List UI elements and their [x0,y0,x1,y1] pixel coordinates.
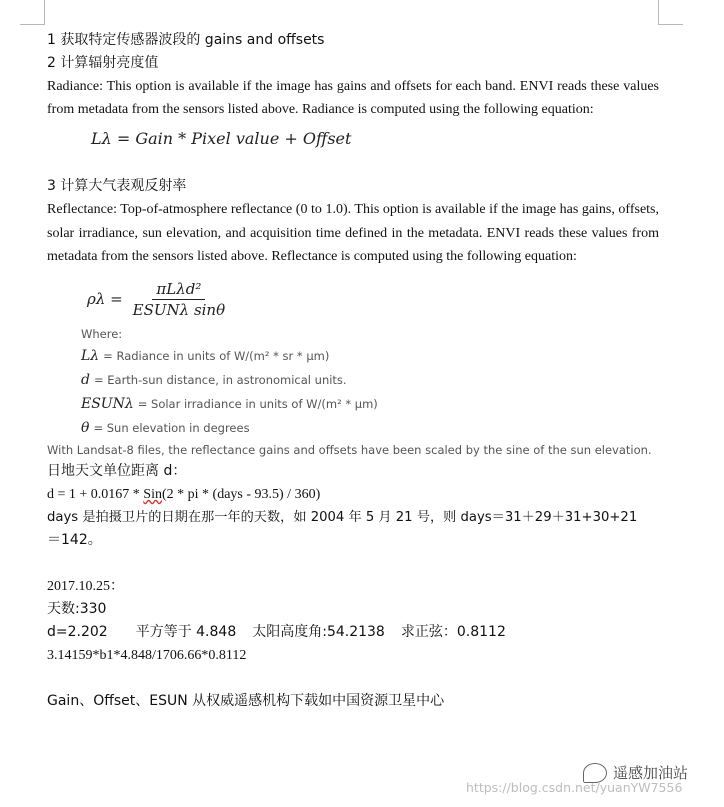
document-body [47,29,659,713]
example-date: 2017.10.25： [47,579,124,595]
where-row-distance [47,368,659,392]
distance-formula-part: d = 1 + 0.0167 * [47,487,144,503]
days-description: days 是拍摄卫片的日期在那一年的天数，如 2004 年 5 月 21 号，则 days＝31＋29＋31+30+21 [47,510,638,526]
days-result: ＝142。 [47,532,102,549]
radiance-paragraph: Radiance: This option is available if the image has gains and offsets for each band. ENVI reads these values from metadata from the sensors listed above. Radiance is computed using the following equation: [47,79,659,118]
watermark-name: 遥感加油站 [613,764,689,782]
distance-title: 日地天文单位距离 d： [47,463,187,480]
calculation: 3.14159*b1*4.848/1706.66*0.8112 [47,648,247,664]
distance-formula-sin: Sin [143,487,162,503]
watermark-url: https://blog.csdn.net/yuanYW7556 [466,780,683,795]
where-row-esun [47,392,659,416]
where-symbol: ESUNλ [81,396,134,413]
reflectance-numerator: πLλd² [152,280,205,300]
example-days: 天数:330 [47,601,107,618]
example-values [47,621,659,644]
reflectance-equation-lhs: ρλ = [87,290,123,309]
source-note: Gain、Offset、ESUN 从权威遥感机构下载如中国资源卫星中心 [47,693,445,710]
where-label: Where: [81,327,123,342]
where-text: = Radiance in units of W/(m² * sr * μm) [103,349,330,364]
where-text: = Earth-sun distance, in astronomical units. [93,373,347,388]
where-symbol: θ [81,420,90,437]
where-row-elevation [47,416,659,440]
heading-radiance: 2 计算辐射亮度值 [47,55,159,71]
where-text: = Solar irradiance in units of W/(m² * μm) [137,397,378,412]
sun-elevation: 太阳高度角:54.2138 [252,624,385,641]
distance-formula [47,483,659,506]
sine-value: 求正弦：0.8112 [400,624,506,641]
d-value: d=2.202 [47,624,108,641]
where-text: = Sun elevation in degrees [93,421,250,436]
distance-formula-part: (2 * pi * (days - 93.5) / 360) [161,487,321,503]
where-symbol: Lλ [81,348,100,365]
d-square: 平方等于 4.848 [135,624,237,641]
radiance-equation: Lλ = Gain * Pixel value + Offset [91,129,352,149]
reflectance-paragraph: Reflectance: Top-of-atmosphere reflectance (0 to 1.0). This option is available if the image has gains, offsets, solar irradiance, sun elevation, and acquisition time defined in the metadata. ENVI reads these values from metadata from the sensors listed above. Reflectance is computed using the following equation: [47,202,659,264]
heading-gains-offsets: 1 获取特定传感器波段的 gains and offsets [47,32,325,48]
heading-reflectance: 3 计算大气表观反射率 [47,178,187,195]
margin-corner-mark-right [658,0,683,25]
reflectance-denominator: ESUNλ sinθ [132,300,226,319]
where-symbol: d [81,372,90,389]
where-row-radiance [47,344,659,368]
landsat-note: With Landsat-8 files, the reflectance gains and offsets have been scaled by the sine of the sun elevation. [47,443,652,458]
margin-corner-mark-left [20,0,45,25]
where-block [47,324,659,440]
reflectance-equation [47,268,659,324]
reflectance-fraction [129,280,229,319]
